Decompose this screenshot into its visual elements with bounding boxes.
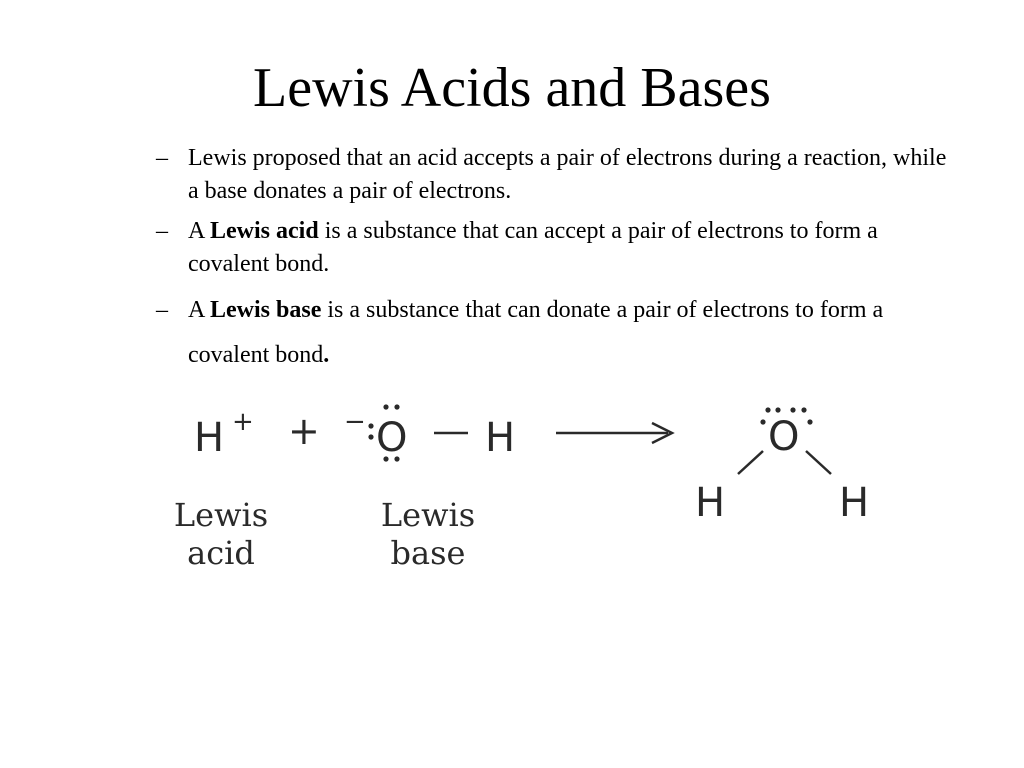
left-bond-icon — [738, 451, 763, 474]
bullet-text: Lewis proposed that an acid accepts a pair of electrons during a reaction, while a base donates a pair of electrons. — [188, 145, 947, 204]
negative-charge: − — [344, 407, 366, 437]
acid-label-line2: acid — [187, 534, 255, 572]
bullet-dash: – — [156, 297, 168, 323]
right-bond-icon — [806, 451, 831, 474]
bullet-period: . — [323, 342, 330, 368]
bullet-text-start: A — [188, 218, 211, 244]
positive-charge: + — [232, 407, 254, 437]
acid-label-line1: Lewis — [173, 496, 269, 534]
bullet-dash: – — [156, 145, 168, 171]
water-hydrogen-left: H — [695, 480, 726, 526]
water-oxygen: O — [768, 414, 800, 460]
base-label-line2: base — [390, 534, 466, 572]
water-hydrogen-right: H — [839, 480, 870, 526]
base-label-line1: Lewis — [380, 496, 476, 534]
hydrogen-ion-symbol: H — [194, 415, 225, 461]
reaction-arrow-icon — [556, 423, 672, 443]
bullet-dash: – — [156, 218, 168, 244]
term-lewis-acid: Lewis acid — [210, 218, 319, 244]
hydroxide-oxygen: O — [376, 415, 408, 461]
bullet-text-start: A — [188, 297, 211, 323]
bullet-text-end: is a substance that can donate a pair of electrons to form a covalent bond — [188, 297, 884, 368]
plus-sign: + — [288, 409, 320, 453]
bullet-text-end: is a substance that can accept a pair of electrons to form a covalent bond. — [188, 218, 878, 277]
hydroxide-hydrogen: H — [485, 415, 516, 461]
term-lewis-base: Lewis base — [210, 297, 322, 323]
slide-title: Lewis Acids and Bases — [253, 57, 771, 119]
